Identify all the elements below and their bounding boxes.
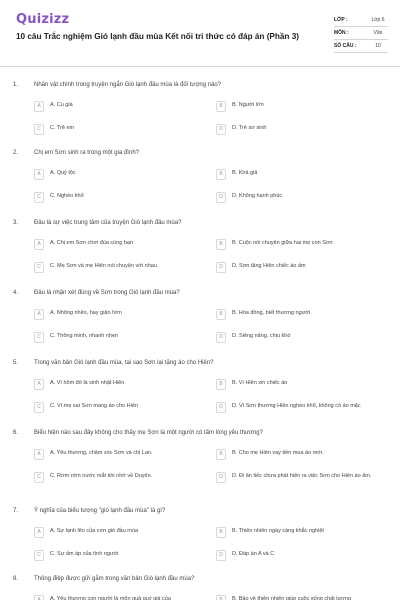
option-b[interactable]	[216, 378, 394, 392]
option-text: C. Rơm rớm nước mắt khi nhớ về Duyên.	[50, 473, 153, 479]
option-b[interactable]	[216, 448, 394, 462]
option-c[interactable]	[34, 549, 212, 563]
question-number: 3.	[13, 220, 19, 226]
question-text: Đâu là nhận xét đúng về Sơn trong Gió lạnh đầu mùa?	[34, 290, 180, 296]
option-text: B. Vì Hiên xin chiếc áo	[232, 380, 288, 386]
meta-grade-value: Lớp 6	[371, 17, 385, 23]
question-text: Biểu hiện nào sau đây không cho thấy mẹ Sơn là một người có tấm lòng yêu thương?	[34, 430, 263, 436]
option-letter: A	[34, 169, 44, 180]
option-d[interactable]	[216, 331, 394, 345]
question-6	[0, 422, 400, 490]
meta-count-value: 10	[375, 43, 381, 49]
option-letter: D	[216, 192, 226, 203]
question-text: Nhân vật chính trong truyện ngắn Gió lạnh đầu mùa là đối tượng nào?	[34, 82, 222, 88]
question-4	[0, 282, 400, 350]
option-d[interactable]	[216, 401, 394, 415]
option-letter: C	[34, 124, 44, 135]
option-text: A. Chị em Sơn chơi đùa cùng bạn	[50, 240, 134, 246]
option-letter: A	[34, 101, 44, 112]
option-letter: A	[34, 595, 44, 600]
worksheet-meta	[334, 14, 388, 53]
option-letter: B	[216, 379, 226, 390]
option-d[interactable]	[216, 123, 394, 137]
option-a[interactable]	[34, 448, 212, 462]
option-letter: A	[34, 379, 44, 390]
option-letter: B	[216, 595, 226, 600]
option-d[interactable]	[216, 191, 394, 205]
option-b[interactable]	[216, 526, 394, 540]
option-d[interactable]	[216, 549, 394, 563]
option-c[interactable]	[34, 261, 212, 275]
meta-row-count	[334, 40, 388, 53]
option-a[interactable]	[34, 168, 212, 182]
option-text: A. Yêu thương con người là môn quà quý giá của	[50, 596, 171, 600]
option-text: C. Vì mẹ sai Sơn mang áo cho Hiên	[50, 403, 138, 409]
option-c[interactable]	[34, 401, 212, 415]
question-3	[0, 212, 400, 280]
option-letter: A	[34, 239, 44, 250]
option-text: B. Khá giả	[232, 170, 258, 176]
option-text: D. Vì Sơn thương Hiên nghèo khổ, không có áo mặc	[232, 403, 361, 409]
option-text: D. Siêng năng, chịu khó	[232, 333, 291, 339]
option-c[interactable]	[34, 471, 212, 485]
meta-row-subject	[334, 27, 388, 40]
option-text: B. Bảo vệ thiên nhiên giúp cuộc sống chất lượng	[232, 596, 351, 600]
option-letter: B	[216, 309, 226, 320]
option-letter: D	[216, 332, 226, 343]
option-letter: C	[34, 550, 44, 561]
option-b[interactable]	[216, 308, 394, 322]
question-number: 7.	[13, 508, 19, 514]
option-letter: C	[34, 332, 44, 343]
question-1	[0, 74, 400, 142]
option-a[interactable]	[34, 100, 212, 114]
question-number: 6.	[13, 430, 19, 436]
option-text: C. Thông minh, nhanh nhẹn	[50, 333, 119, 339]
meta-grade-label: LỚP :	[334, 17, 348, 23]
option-text: C. Nghèo khổ	[50, 193, 84, 199]
option-b[interactable]	[216, 168, 394, 182]
option-letter: C	[34, 472, 44, 483]
question-number: 8.	[13, 576, 19, 582]
option-letter: B	[216, 169, 226, 180]
question-text: Ý nghĩa của biểu tượng "gió lạnh đầu mùa" là gì?	[34, 508, 166, 514]
question-number: 5.	[13, 360, 19, 366]
option-text: D. Sơn tặng Hiên chiếc áo ấm	[232, 263, 306, 269]
question-text: Đâu là sự việc trung tâm của truyện Gió lạnh đầu mùa?	[34, 220, 182, 226]
question-2	[0, 142, 400, 210]
option-letter: A	[34, 449, 44, 460]
meta-count-label: SỐ CÂU :	[334, 43, 357, 49]
option-c[interactable]	[34, 331, 212, 345]
option-b[interactable]	[216, 238, 394, 252]
option-text: A. Sự lạnh lẽo của cơn gió đầu mùa	[50, 528, 139, 534]
question-number: 4.	[13, 290, 19, 296]
option-letter: C	[34, 192, 44, 203]
option-a[interactable]	[34, 594, 212, 600]
option-text: C. Trẻ em	[50, 125, 75, 131]
option-letter: B	[216, 527, 226, 538]
option-letter: A	[34, 309, 44, 320]
question-5	[0, 352, 400, 420]
header-divider	[0, 66, 400, 67]
question-text: Chị em Sơn sinh ra trong một gia đình?	[34, 150, 139, 156]
meta-subject-value: Văn	[373, 30, 383, 36]
quizizz-logo[interactable]: Quizizz	[16, 12, 70, 27]
question-text: Thông điệp được gửi gắm trong văn bản Gió lạnh đầu mùa?	[34, 576, 195, 582]
option-text: B. Cho mẹ Hiên vay tiền mua áo mới.	[232, 450, 324, 456]
option-letter: C	[34, 262, 44, 273]
option-text: C. Sự ấm áp của tình người	[50, 551, 119, 557]
option-b[interactable]	[216, 594, 394, 600]
option-letter: B	[216, 101, 226, 112]
option-d[interactable]	[216, 261, 394, 275]
option-letter: B	[216, 239, 226, 250]
option-b[interactable]	[216, 100, 394, 114]
question-number: 2.	[13, 150, 19, 156]
option-d[interactable]	[216, 471, 394, 485]
option-text: B. Cuộc nói chuyện giữa hai mẹ con Sơn	[232, 240, 333, 246]
option-text: A. Yêu thương, chăm sóc Sơn và chị Lan.	[50, 450, 153, 456]
option-text: A. Cụ già	[50, 102, 73, 108]
option-text: D. Đáp án A và C	[232, 551, 275, 557]
option-text: B. Thiên nhiên ngày càng khắc nghiệt	[232, 528, 324, 534]
option-text: D. Không hạnh phúc	[232, 193, 283, 199]
meta-row-grade	[334, 14, 388, 27]
option-letter: D	[216, 262, 226, 273]
question-number: 1.	[13, 82, 19, 88]
option-text: B. Người lớn	[232, 102, 264, 108]
meta-subject-label: MÔN :	[334, 30, 349, 36]
option-letter: D	[216, 550, 226, 561]
worksheet-header	[0, 0, 400, 64]
option-c[interactable]	[34, 123, 212, 137]
option-a[interactable]	[34, 526, 212, 540]
question-7	[0, 500, 400, 568]
option-a[interactable]	[34, 378, 212, 392]
option-letter: D	[216, 402, 226, 413]
question-text: Trong văn bản Gió lạnh đầu mùa, tại sao Sơn lại tặng áo cho Hiên?	[34, 360, 214, 366]
option-text: C. Mẹ Sơn và mẹ Hiên nói chuyện với nhau	[50, 263, 157, 269]
option-a[interactable]	[34, 308, 212, 322]
option-letter: D	[216, 472, 226, 483]
option-c[interactable]	[34, 191, 212, 205]
option-letter: C	[34, 402, 44, 413]
option-letter: A	[34, 527, 44, 538]
option-text: D. Đi ân tiếc chưa phát hiện ra việc Sơn cho Hiên áo ấm.	[232, 473, 372, 479]
option-a[interactable]	[34, 238, 212, 252]
worksheet-title: 10 câu Trắc nghiệm Gió lạnh đầu mùa Kết nối tri thức có đáp án (Phần 3)	[16, 32, 299, 41]
option-text: A. Nhõng nhẽo, hay giận hờn	[50, 310, 122, 316]
question-8	[0, 568, 400, 600]
option-text: A. Vì hôm đó là sinh nhật Hiên	[50, 380, 125, 386]
option-letter: D	[216, 124, 226, 135]
option-text: A. Quý tộc	[50, 170, 76, 176]
option-text: B. Hòa đồng, biết thương người	[232, 310, 311, 316]
option-text: D. Trẻ sơ sinh	[232, 125, 267, 131]
option-letter: B	[216, 449, 226, 460]
